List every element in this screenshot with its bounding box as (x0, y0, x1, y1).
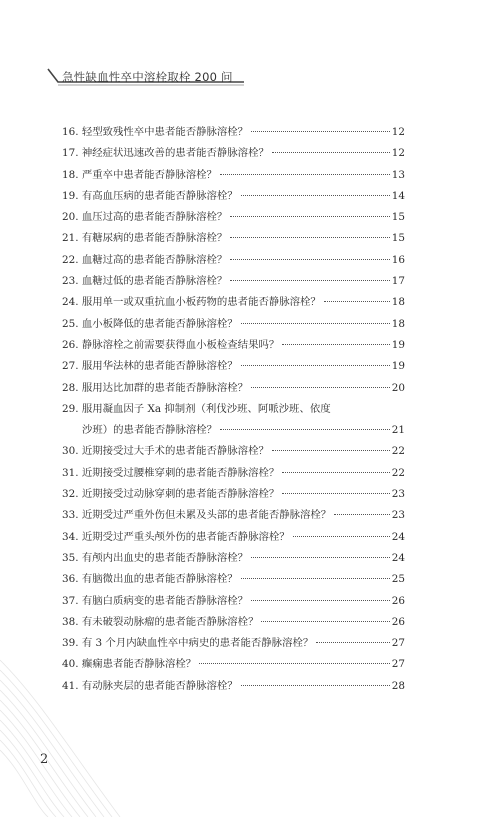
toc-entry-title: 39. 有 3 个月内缺血性卒中病史的患者能否静脉溶栓？ (62, 637, 314, 650)
toc-entry (62, 335, 405, 356)
toc-entry-title: 22. 血糖过高的患者能否静脉溶栓？ (62, 253, 228, 266)
dot-leader (220, 174, 390, 175)
dot-leader (261, 621, 389, 622)
toc-entry-title: 28. 服用达比加群的患者能否静脉溶栓？ (62, 381, 249, 394)
toc-entry-page: 19 (391, 360, 405, 373)
toc-entry-page: 21 (391, 424, 405, 437)
toc-entry-title: 沙班）的患者能否静脉溶栓？ (82, 424, 218, 437)
toc-entry-title: 25. 血小板降低的患者能否静脉溶栓？ (62, 317, 238, 330)
toc-entry-title: 19. 有高血压病的患者能否静脉溶栓？ (62, 189, 238, 202)
corner-wave-decoration (0, 640, 180, 817)
toc-entry-title: 26. 静脉溶栓之前需要获得血小板检查结果吗？ (62, 338, 280, 351)
toc-entry-title: 38. 有未破裂动脉瘤的患者能否静脉溶栓？ (62, 615, 259, 628)
toc-entry-page: 24 (391, 530, 405, 543)
toc-entry-page: 15 (391, 211, 405, 224)
dot-leader (230, 237, 389, 238)
toc-entry-title: 21. 有糖尿病的患者能否静脉溶栓？ (62, 232, 228, 245)
toc-entry (62, 250, 405, 271)
toc-entry-page: 16 (391, 253, 405, 266)
dot-leader (241, 578, 390, 579)
toc-entry (62, 505, 405, 526)
toc-entry (62, 612, 405, 633)
dot-leader (220, 429, 390, 430)
dot-leader (251, 557, 390, 558)
toc-entry (62, 356, 405, 377)
toc-entry (62, 591, 405, 612)
dot-leader (241, 195, 390, 196)
toc-entry (62, 143, 405, 164)
toc-entry (62, 165, 405, 186)
toc-entry-page: 25 (391, 573, 405, 586)
toc-entry-page: 28 (391, 679, 405, 692)
toc-entry-page: 26 (391, 594, 405, 607)
dot-leader (272, 152, 390, 153)
toc-entry-title: 16. 轻型致残性卒中患者能否静脉溶栓？ (62, 126, 249, 138)
toc-entry-page: 18 (391, 296, 405, 309)
toc-entry-page: 20 (391, 381, 405, 394)
toc-entry (62, 441, 405, 462)
toc-entry-title: 33. 近期受过严重外伤但未累及头部的患者能否静脉溶栓？ (62, 509, 332, 522)
dot-leader (324, 301, 390, 302)
toc-entry (62, 484, 405, 505)
toc-entry-title: 23. 血糖过低的患者能否静脉溶栓？ (62, 275, 228, 288)
toc-entry (62, 314, 405, 335)
toc-entry-title: 27. 服用华法林的患者能否静脉溶栓？ (62, 360, 238, 373)
toc-entry-title: 20. 血压过高的患者能否静脉溶栓？ (62, 211, 228, 224)
dot-leader (334, 514, 390, 515)
dot-leader (230, 259, 389, 260)
toc-entry-title: 34. 近期受过严重头颅外伤的患者能否静脉溶栓？ (62, 530, 290, 543)
dot-leader (251, 131, 390, 132)
toc-entry-page: 27 (391, 658, 405, 671)
toc-entry-page: 27 (391, 637, 405, 650)
dot-leader (230, 280, 389, 281)
dot-leader (241, 685, 390, 686)
toc-entry (62, 548, 405, 569)
dot-leader (282, 344, 390, 345)
toc-entry (62, 186, 405, 207)
toc-entry (62, 569, 405, 590)
toc-entry-title: 41. 有动脉夹层的患者能否静脉溶栓？ (62, 679, 238, 692)
toc-entry-page: 22 (391, 445, 405, 458)
toc-entry-page: 19 (391, 338, 405, 351)
toc-entry-title: 18. 严重卒中患者能否静脉溶栓？ (62, 168, 217, 181)
toc-entry-page: 26 (391, 615, 405, 628)
dot-leader (241, 365, 390, 366)
toc-entry (62, 122, 405, 143)
dot-leader (251, 387, 390, 388)
running-header (44, 66, 248, 88)
toc-entry (62, 228, 405, 249)
toc-entry-page: 12 (391, 147, 405, 160)
dot-leader (272, 450, 390, 451)
dot-leader (282, 472, 390, 473)
toc-entry-title: 36. 有脑微出血的患者能否静脉溶栓？ (62, 573, 238, 586)
toc-entry-page: 17 (391, 275, 405, 288)
dot-leader (230, 216, 389, 217)
toc-entry-title: 35. 有颅内出血史的患者能否静脉溶栓？ (62, 551, 249, 564)
toc-entry-page: 12 (391, 126, 405, 138)
toc-entry-title: 24. 服用单一或双重抗血小板药物的患者能否静脉溶栓？ (62, 296, 321, 309)
dot-leader (293, 536, 390, 537)
dot-leader (241, 323, 390, 324)
toc-entry (62, 207, 405, 228)
toc-entry-title: 32. 近期接受过动脉穿刺的患者能否静脉溶栓？ (62, 488, 280, 501)
toc-entry-title: 17. 神经症状迅速改善的患者能否静脉溶栓？ (62, 147, 269, 160)
toc-entry-title: 40. 癫痫患者能否静脉溶栓？ (62, 658, 197, 671)
toc-entry-page: 13 (391, 168, 405, 181)
toc-entry (62, 463, 405, 484)
toc-entry-title: 37. 有脑白质病变的患者能否静脉溶栓？ (62, 594, 249, 607)
toc-entry-page: 18 (391, 317, 405, 330)
toc-entry-page: 23 (391, 488, 405, 501)
dot-leader (282, 493, 390, 494)
toc-entry (62, 271, 405, 292)
page-number: 2 (40, 752, 49, 767)
toc-entry-page: 22 (391, 466, 405, 479)
toc-entry-title: 31. 近期接受过腰椎穿刺的患者能否静脉溶栓？ (62, 466, 280, 479)
table-of-contents (62, 122, 405, 697)
toc-entry (62, 292, 405, 313)
toc-entry-title: 30. 近期接受过大手术的患者能否静脉溶栓？ (62, 445, 269, 458)
toc-entry-page: 14 (391, 189, 405, 202)
toc-entry-page: 24 (391, 551, 405, 564)
book-title: 急性缺血性卒中溶栓取栓 200 问 (62, 70, 233, 84)
toc-entry-page: 23 (391, 509, 405, 522)
toc-entry-title: 29. 服用凝血因子 Xa 抑制剂（利伐沙班、阿哌沙班、依度 (62, 402, 331, 415)
toc-entry-page: 15 (391, 232, 405, 245)
dot-leader (316, 642, 390, 643)
toc-entry (62, 378, 405, 399)
toc-entry (62, 527, 405, 548)
toc-entry (62, 399, 405, 442)
dot-leader (251, 600, 390, 601)
dot-leader (199, 663, 390, 664)
